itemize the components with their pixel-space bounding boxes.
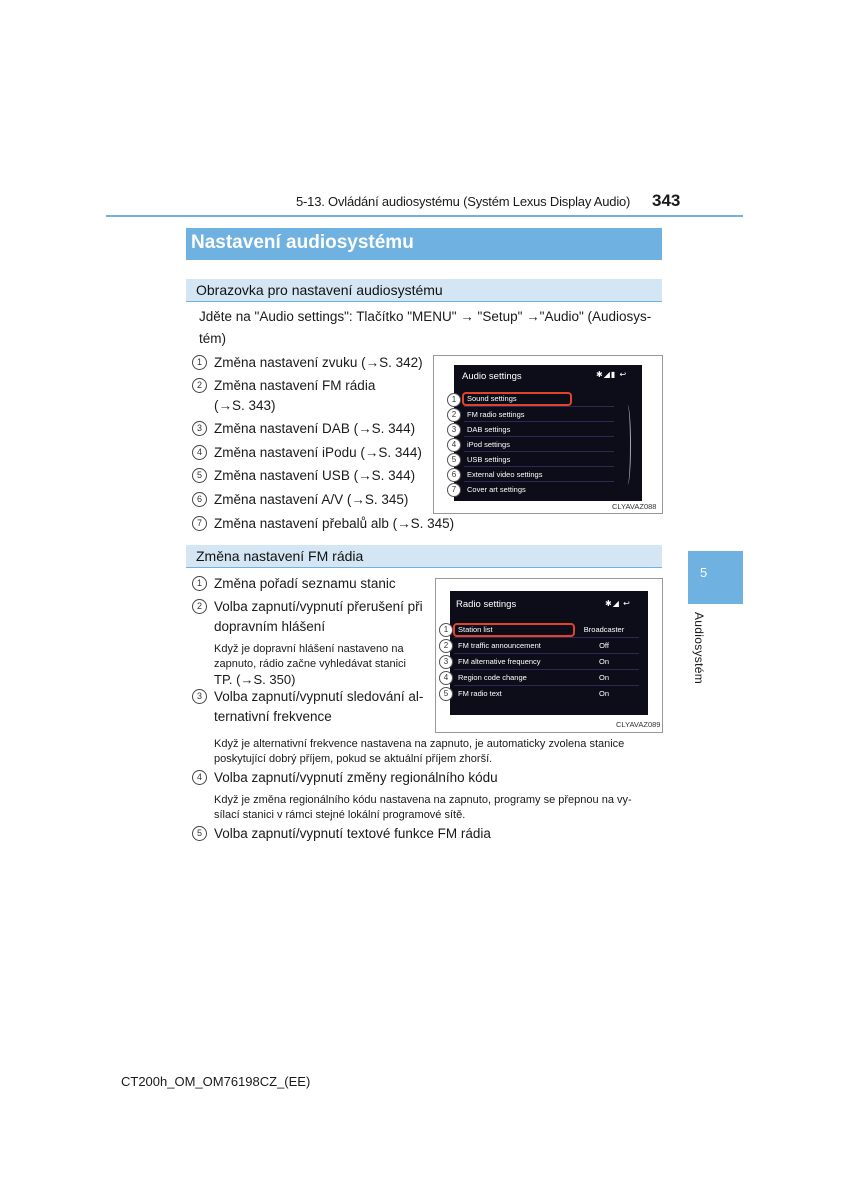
callout-marker: 5 [447, 453, 461, 467]
menu-row: USB settings [467, 455, 511, 464]
menu-row: Station list [458, 625, 493, 634]
callout-marker: 3 [439, 655, 453, 669]
menu-row: Region code change [458, 673, 527, 682]
callout-marker: 4 [447, 438, 461, 452]
callout-marker: 2 [447, 408, 461, 422]
callout-marker: 7 [447, 483, 461, 497]
status-icons: ✱◢▮ ↩ [596, 370, 628, 379]
screen-title: Radio settings [456, 599, 517, 610]
running-header: 5-13. Ovládání audiosystému (Systém Lexus Display Audio) [296, 194, 631, 209]
row-divider [464, 436, 614, 437]
page-number: 343 [652, 191, 681, 210]
callout-marker: 1 [439, 623, 453, 637]
radio-settings-screenshot [435, 578, 663, 733]
row-divider [454, 685, 639, 686]
screen-title: Audio settings [462, 371, 522, 382]
menu-row-value: Broadcaster [583, 625, 625, 634]
menu-row-value: On [598, 657, 609, 666]
row-divider [454, 653, 639, 654]
callout-marker: 6 [447, 468, 461, 482]
row-divider [454, 669, 639, 670]
note-traffic: Když je dopravní hlášení nastaveno na zapnuto, rádio začne vyhledávat stanici TP. (→S. 350) [214, 643, 407, 687]
row-divider [464, 451, 614, 452]
callout-marker: 2 [439, 639, 453, 653]
menu-row: DAB settings [467, 425, 511, 434]
note-region-code: Když je změna regionálního kódu nastavena na zapnuto, programy se přepnou na vy- sílací stanici v rámci stejné lokální programové sítě. [214, 794, 632, 821]
row-divider [464, 421, 614, 422]
menu-row: Sound settings [467, 394, 517, 403]
row-divider [464, 466, 614, 467]
section1-intro: Jděte na "Audio settings": Tlačítko "MENU" → "Setup" →"Audio" (Audiosys- tém) [199, 309, 652, 346]
section2-heading-bar [186, 545, 662, 568]
image-code: CLYAVAZ089 [616, 720, 661, 729]
audio-settings-screenshot [433, 355, 663, 514]
menu-row: iPod settings [467, 440, 510, 449]
row-divider [464, 481, 614, 482]
status-icons: ✱◢ ↩ [605, 599, 631, 608]
row-divider [454, 637, 639, 638]
row-divider [464, 406, 614, 407]
callout-marker: 3 [447, 423, 461, 437]
menu-row-value: Off [599, 641, 609, 650]
page-title-bar [186, 228, 662, 260]
menu-row: External video settings [467, 470, 543, 479]
menu-row: FM radio settings [467, 410, 525, 419]
callout-marker: 5 [439, 687, 453, 701]
audio-settings-screen [454, 365, 642, 501]
callout-marker: 4 [439, 671, 453, 685]
chapter-tab [688, 551, 743, 604]
chapter-label: Audiosystém [692, 612, 706, 684]
menu-row-value: On [598, 673, 609, 682]
section1-heading: Obrazovka pro nastavení audiosystému [196, 282, 443, 298]
page-title: Nastavení audiosystému [191, 232, 414, 253]
menu-row: FM alternative frequency [458, 657, 541, 666]
radio-settings-screen [450, 591, 648, 715]
header-rule [106, 215, 743, 217]
menu-row-value: On [598, 689, 609, 698]
section1-heading-bar [186, 279, 662, 302]
menu-row: FM traffic announcement [458, 641, 541, 650]
section2-heading: Změna nastavení FM rádia [196, 548, 364, 564]
footer-code: CT200h_OM_OM76198CZ_(EE) [121, 1074, 311, 1089]
scroll-arc [624, 405, 631, 485]
note-alt-frequency: Když je alternativní frekvence nastavena na zapnuto, je automaticky zvolena stanice poskytující dobrý příjem, pokud se aktuální příjem zhorší. [214, 738, 625, 765]
image-code: CLYAVAZ088 [612, 502, 657, 511]
menu-row: Cover art settings [467, 485, 526, 494]
menu-row: FM radio text [458, 689, 502, 698]
chapter-number: 5 [700, 565, 708, 580]
callout-marker: 1 [447, 393, 461, 407]
